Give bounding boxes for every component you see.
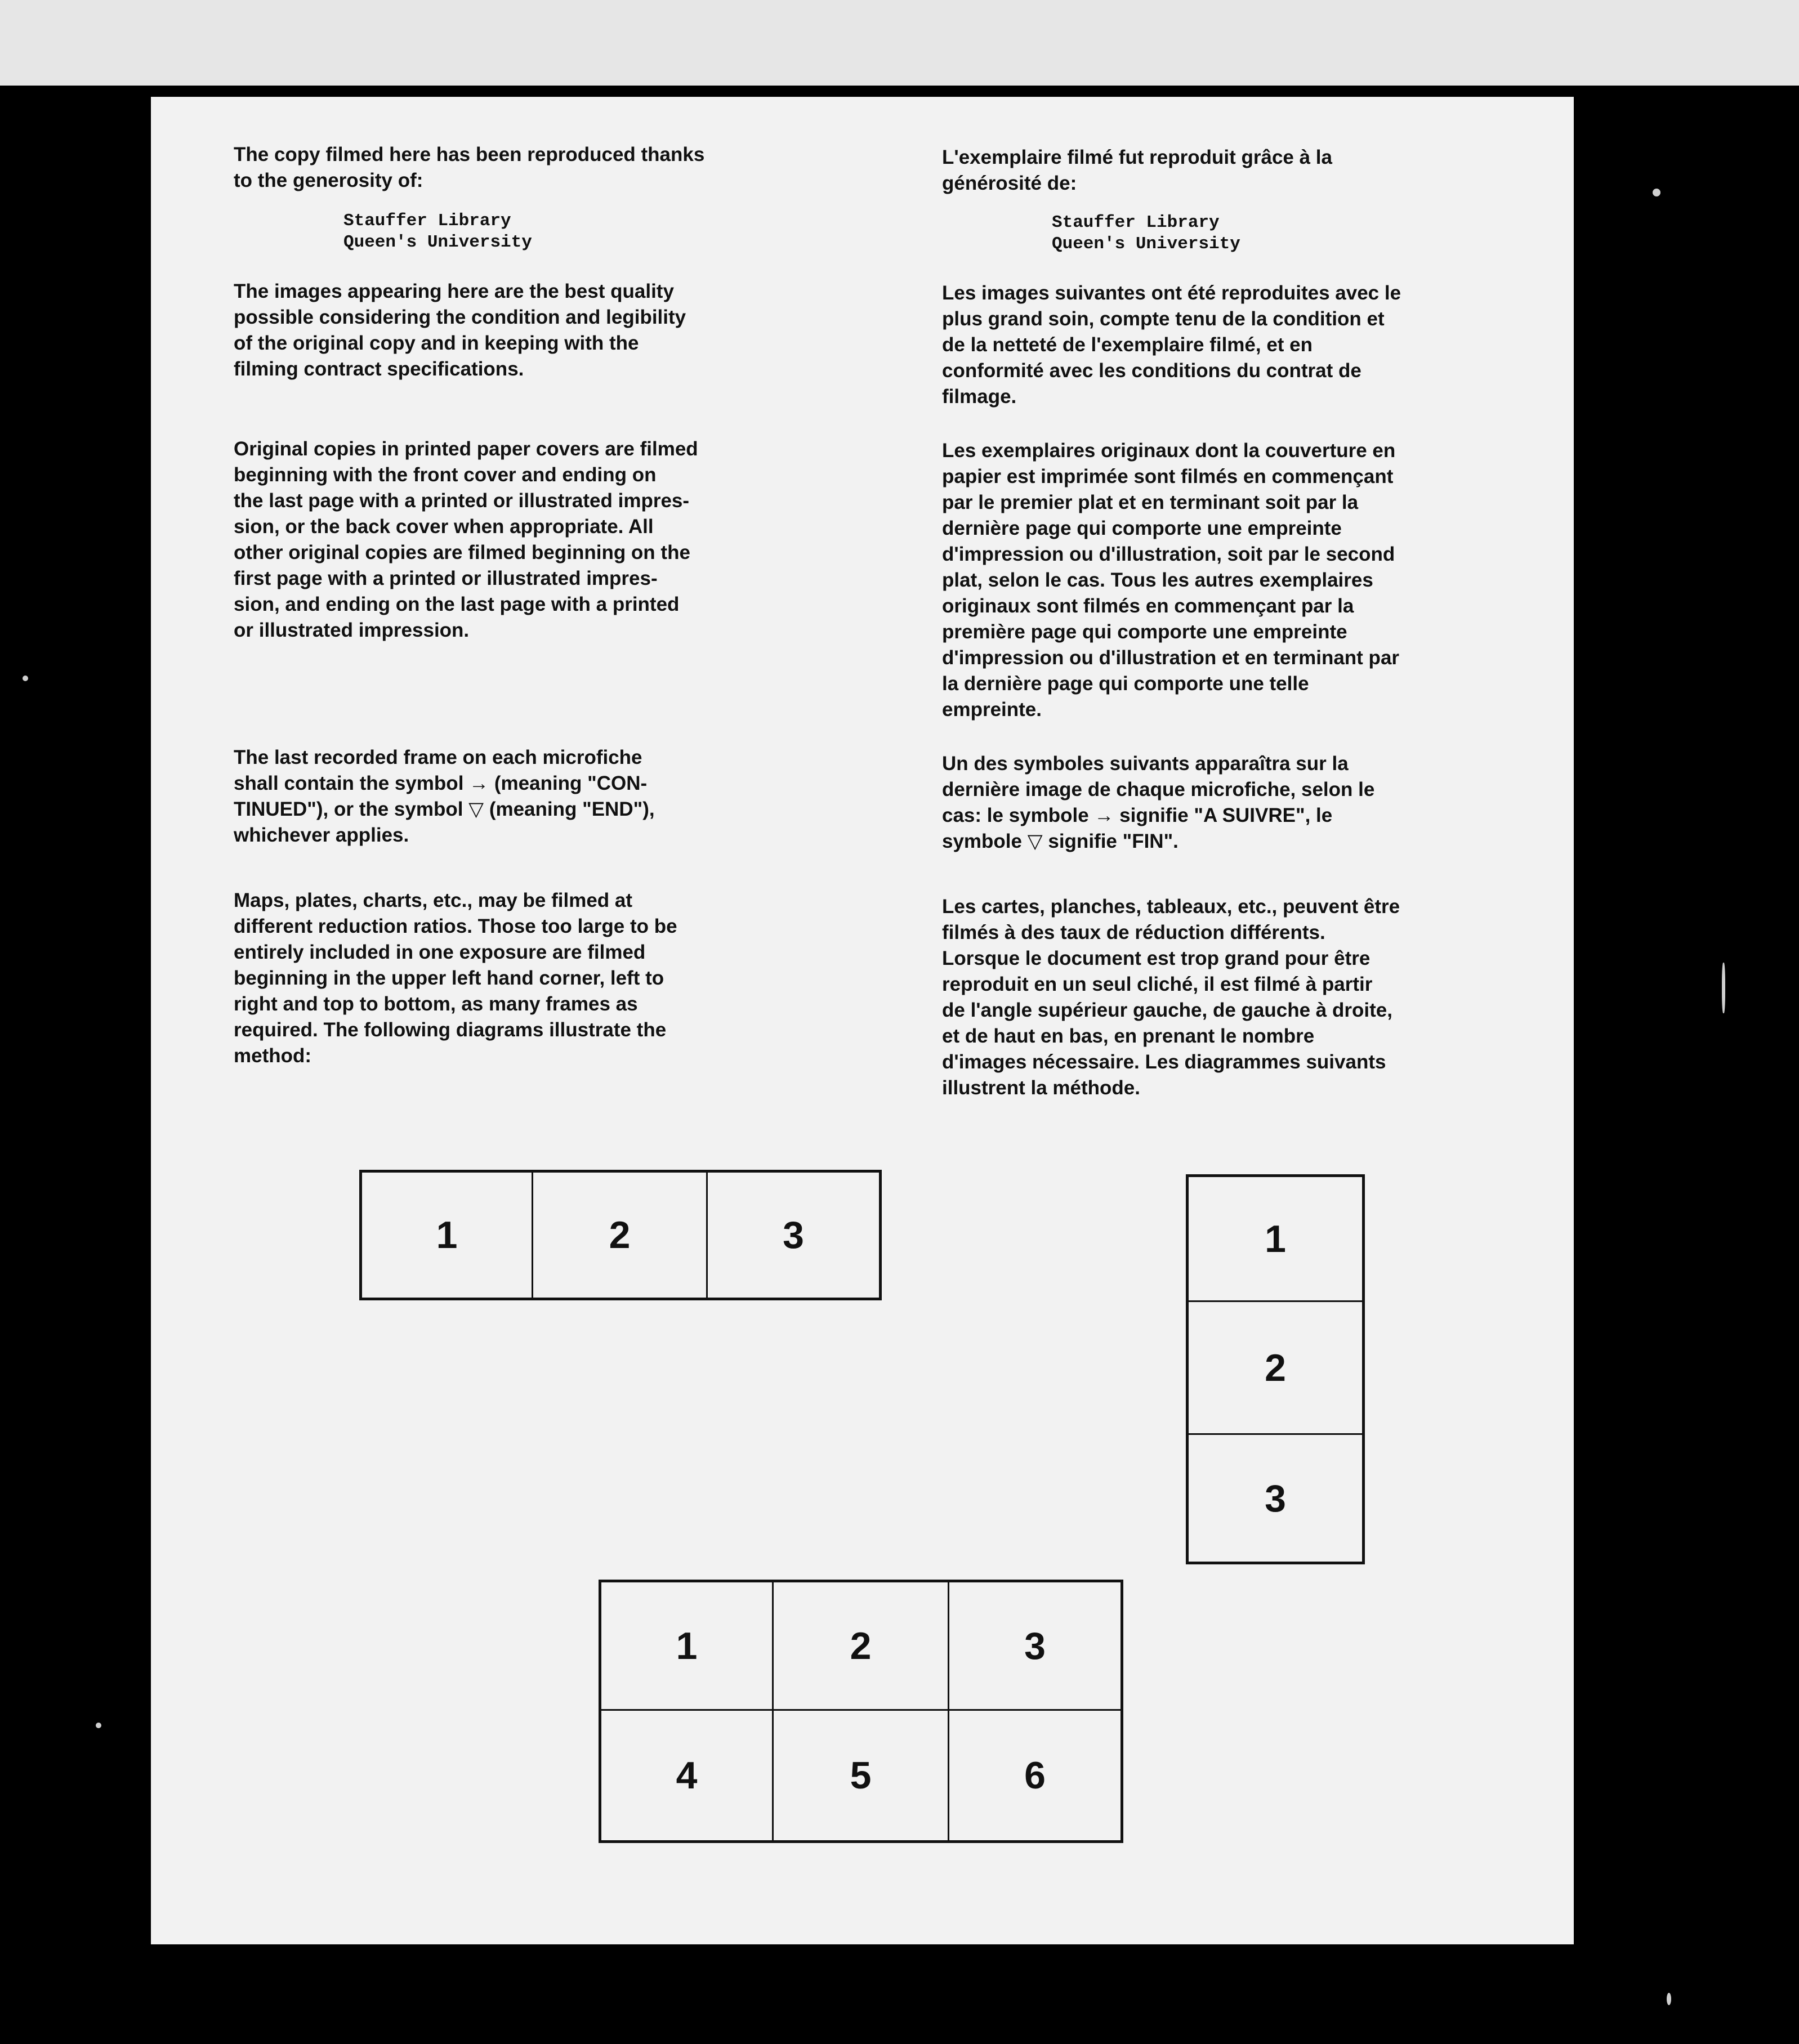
- frame-cell: 5: [774, 1711, 949, 1840]
- frame-cell: 3: [949, 1582, 1121, 1711]
- frame-cell: 4: [601, 1711, 774, 1840]
- vertical-frames-diagram: [1186, 1174, 1365, 1564]
- frame-cell: 1: [601, 1582, 774, 1711]
- frame-cell: 3: [783, 1214, 804, 1256]
- french-quality-paragraph: Les images suivantes ont été reproduites avec le plus grand soin, compte tenu de la condition et de la netteté de l'exemplaire filmé, et en conformité avec les conditions du contrat de filmage.: [942, 282, 1401, 408]
- french-library-name: Stauffer Library: [1052, 213, 1220, 232]
- english-symbols-paragraph: The last recorded frame on each microfiche shall contain the symbol → (meaning "CON- TINUED"), or the symbol ▽ (meaning "END"), whichever applies.: [234, 746, 655, 846]
- english-intro: The copy filmed here has been reproduced thanks to the generosity of:: [234, 144, 705, 191]
- french-intro: L'exemplaire filmé fut reproduit grâce à la générosité de:: [942, 146, 1332, 194]
- english-covers-paragraph: Original copies in printed paper covers are filmed beginning with the front cover and ending on the last page with a printed or illustrated impres- sion, or the back cover when appropriate. All other original copies are filmed beginning on the first page with a printed or illustrated impres- sion, and ending on the last page with a printed or illustrated impression.: [234, 438, 698, 641]
- dust-speck: [23, 676, 28, 681]
- dust-speck: [1653, 189, 1660, 196]
- dust-speck: [1722, 963, 1725, 1013]
- dust-speck: [96, 1723, 101, 1728]
- horizontal-frames-diagram: [359, 1170, 882, 1300]
- frame-cell: 2: [774, 1582, 949, 1711]
- frame-cell: 1: [1189, 1177, 1362, 1302]
- scanner-top-strip: [0, 0, 1799, 86]
- french-library-university: Queen's University: [1052, 234, 1240, 254]
- dust-speck: [1667, 1993, 1671, 2005]
- french-maps-paragraph: Les cartes, planches, tableaux, etc., peuvent être filmés à des taux de réduction différents. Lorsque le document est trop grand pour être reproduit en un seul cliché, il est filmé à partir de l'angle supérieur gauche, de gauche à droite, et de haut en bas, en prenant le nombre d'images nécessaire. Les diagrammes suivants illustrent la méthode.: [942, 896, 1400, 1099]
- english-quality-paragraph: The images appearing here are the best quality possible considering the condition and legibility of the original copy and in keeping with the filming contract specifications.: [234, 280, 686, 380]
- grid-frames-diagram: [599, 1580, 1123, 1843]
- frame-cell: 2: [533, 1173, 708, 1298]
- french-symbols-paragraph: Un des symboles suivants apparaîtra sur la dernière image de chaque microfiche, selon le cas: le symbole → signifie "A SUIVRE", le symbole ▽ signifie "FIN".: [942, 753, 1375, 852]
- french-covers-paragraph: Les exemplaires originaux dont la couverture en papier est imprimée sont filmés en commençant par le premier plat et en terminant soit par la dernière page qui comporte une empreinte d'impression ou d'illustration, soit par le second plat, selon le cas. Tous les autres exemplaires originaux sont filmés en commençant par la première page qui comporte une empreinte d'impression ou d'illustration et en terminant par la dernière page qui comporte une telle empreinte.: [942, 440, 1400, 721]
- french-column: [942, 145, 1567, 1101]
- english-library-university: Queen's University: [343, 232, 532, 252]
- frame-cell: 1: [362, 1173, 533, 1298]
- english-maps-paragraph: Maps, plates, charts, etc., may be filmed at different reduction ratios. Those too large to be entirely included in one exposure are filmed beginning in the upper left hand corner, left to right and top to bottom, as many frames as required. The following diagrams illustrate the method:: [234, 889, 677, 1067]
- english-column: [234, 142, 853, 1069]
- frame-cell: 3: [1265, 1477, 1286, 1520]
- document-page: [151, 97, 1574, 1944]
- frame-cell: 2: [1189, 1302, 1362, 1435]
- frame-cell: 6: [1024, 1754, 1046, 1797]
- english-library-name: Stauffer Library: [343, 211, 511, 231]
